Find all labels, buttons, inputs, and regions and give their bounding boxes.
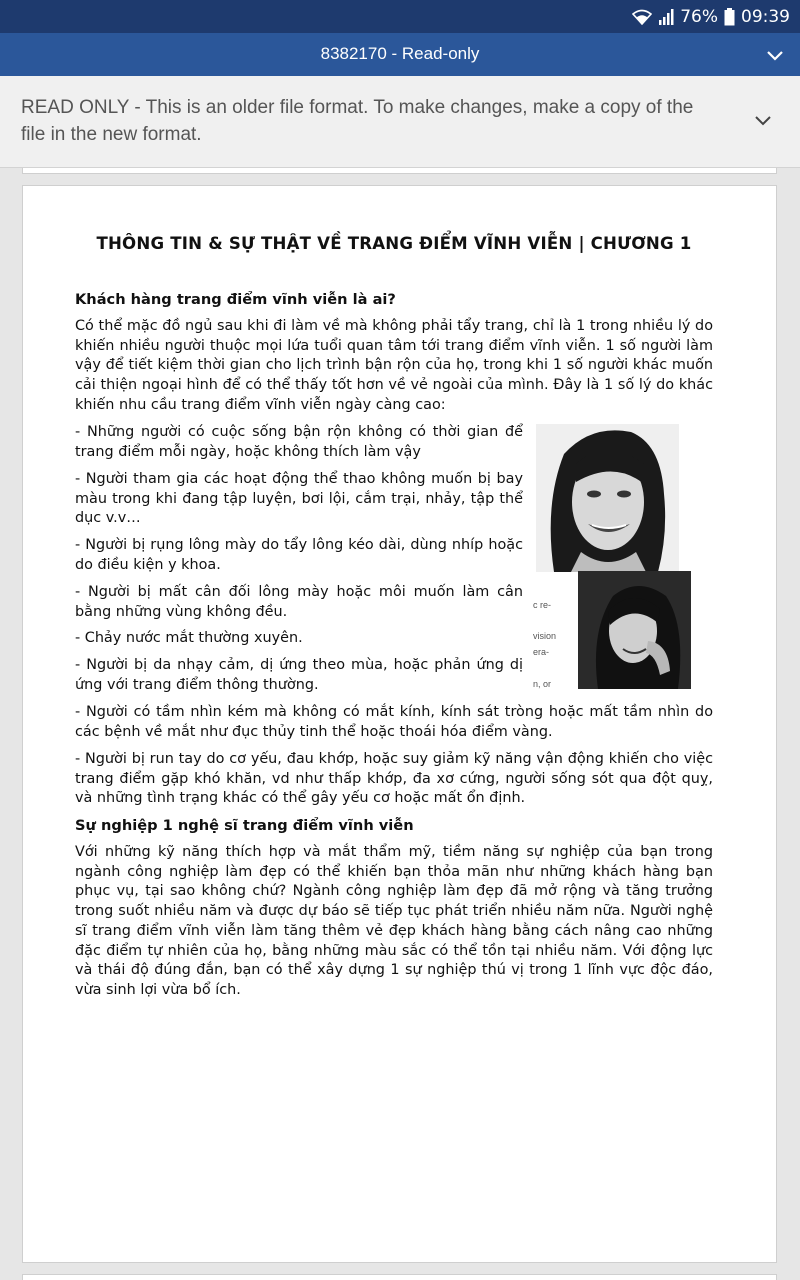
intro-paragraph: Có thể mặc đồ ngủ sau khi đi làm về mà không phải tẩy trang, chỉ là 1 trong nhiều lý do khiến nhiều người thuộc mọi lứa tuổi quan tâm tới trang điểm vĩnh viễn. 1 số người làm vậy để tiết kiệm thời gian cho lịch trình bận rộn của họ, trong khi 1 số người khác muốn cải thiện ngoại hình để có thể thấy tốt hơn về vẻ ngoài của mình. Đây là 1 số lý do khác khiến nhu cầu trang điểm vĩnh viễn ngày càng cao: bbox=[75, 318, 713, 413]
image-text-fragment: c re- bbox=[533, 600, 551, 610]
career-paragraph: Với những kỹ năng thích hợp và mắt thẩm mỹ, tiềm năng sự nghiệp của bạn trong ngành công nghiệp làm đẹp có thể khiến bạn thỏa mãn như những khách hàng bạn phục vụ, tại sao không chứ? Ngành công nghiệp làm đẹp đã mở rộng và tăng trưởng trong suốt nhiều năm và được dự báo sẽ tiếp tục phát triển nhiều năm nữa. Người nghệ sĩ trang điểm vĩnh viễn làm tăng thêm vẻ đẹp khách hàng bằng cách nâng cao những đặc điểm tự nhiên của họ, bằng những màu sắc có thể tồn tại nhiều năm. Với động lực và thái độ đúng đắn, bạn có thể xây dựng 1 sự nghiệp thú vị trong 1 lĩnh vực độc đáo, vừa sinh lợi vừa bổ ích. bbox=[75, 844, 713, 998]
chevron-down-icon[interactable] bbox=[764, 44, 786, 66]
list-item: - Những người có cuộc sống bận rộn không có thời gian để trang điểm mỗi ngày, hoặc không thích làm vậy bbox=[75, 424, 523, 460]
signal-icon bbox=[658, 9, 674, 25]
next-page-edge bbox=[22, 1274, 777, 1280]
list-item: - Người có tầm nhìn kém mà không có mắt kính, kính sát tròng hoặc mất tầm nhìn do các bệnh về mắt như đục thủy tinh thể hoặc thoái hóa điểm vàng. bbox=[75, 704, 713, 740]
read-only-message: READ ONLY - This is an older file format. To make changes, make a copy of the file in the new format. bbox=[21, 97, 694, 145]
woman-portrait-image bbox=[536, 424, 679, 572]
document-title: 8382170 - Read-only bbox=[320, 44, 480, 63]
list-item: - Người bị run tay do cơ yếu, đau khớp, hoặc suy giảm kỹ năng vận động khiến cho việc trang điểm gặp khó khăn, vd như thấp khớp, đa xơ cứng, người sống sót qua đột quỵ, và những tình trạng khác có thể gây yếu cơ hoặc mất ổn định. bbox=[75, 751, 713, 807]
document-heading: THÔNG TIN & SỰ THẬT VỀ TRANG ĐIỂM VĨNH VIỄN | CHƯƠNG 1 bbox=[96, 234, 692, 253]
title-bar bbox=[0, 33, 800, 76]
section-heading-clients: Khách hàng trang điểm vĩnh viễn là ai? bbox=[75, 291, 396, 308]
status-bar bbox=[0, 0, 800, 33]
chevron-down-icon[interactable] bbox=[752, 109, 774, 131]
battery-percent: 76% bbox=[680, 7, 718, 27]
list-item: - Người bị rụng lông mày do tẩy lông kéo dài, dùng nhíp hoặc do điều kiện y khoa. bbox=[75, 537, 523, 573]
list-item: - Người tham gia các hoạt động thể thao không muốn bị bay màu trong khi đang tập luyện, bơi lội, cắm trại, nhảy, tập thể dục v.v… bbox=[75, 471, 523, 527]
clock: 09:39 bbox=[741, 7, 790, 27]
image-text-fragment: n, or bbox=[533, 679, 552, 689]
read-only-banner[interactable] bbox=[0, 76, 800, 168]
battery-icon bbox=[724, 8, 735, 26]
image-text-fragment: era- bbox=[533, 647, 550, 657]
status-icons bbox=[632, 5, 790, 29]
list-item: - Người bị mất cân đối lông mày hoặc môi muốn làm cân bằng những vùng không đều. bbox=[75, 584, 523, 620]
document-page[interactable] bbox=[22, 185, 777, 1263]
wifi-icon bbox=[632, 9, 652, 25]
woman-touching-face-image bbox=[578, 571, 691, 689]
list-item: - Người bị da nhạy cảm, dị ứng theo mùa, hoặc phản ứng dị ứng với trang điểm thông thường. bbox=[75, 657, 523, 693]
list-item: - Chảy nước mắt thường xuyên. bbox=[75, 630, 303, 646]
section-heading-career: Sự nghiệp 1 nghệ sĩ trang điểm vĩnh viễn bbox=[75, 817, 414, 834]
image-text-fragment: vision bbox=[533, 631, 557, 641]
previous-page-edge bbox=[22, 168, 777, 174]
